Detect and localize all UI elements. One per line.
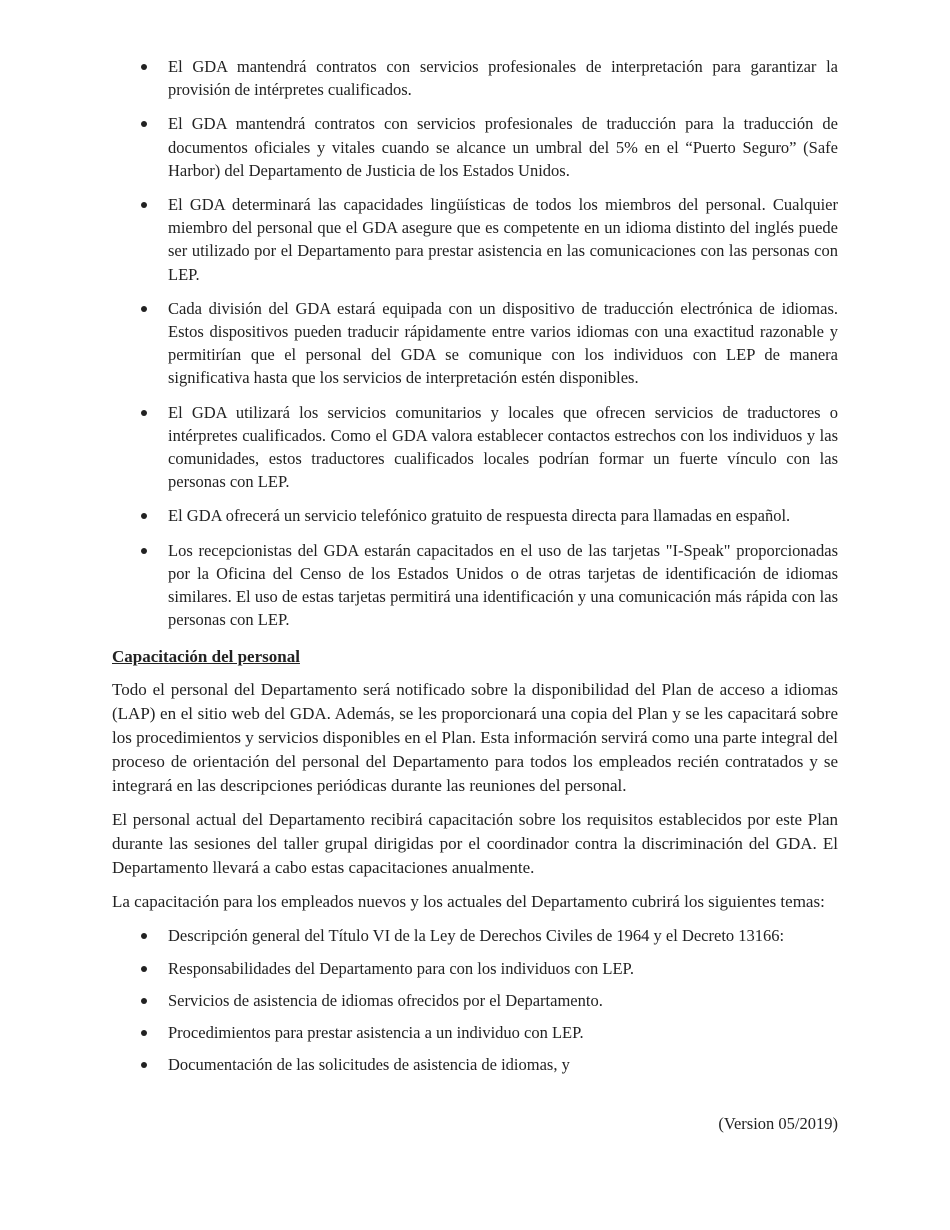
list-item — [112, 989, 838, 1012]
list-item-text: El GDA mantendrá contratos con servicios profesionales de traducción para la traducción de documentos oficiales y vitales cuando se alcance un umbral del 5% en el “Puerto Seguro” (Safe Harbor) del Departamento de Justicia de los Estados Unidos. — [168, 114, 838, 180]
bullet-icon — [141, 998, 147, 1004]
list-item — [112, 924, 838, 947]
list-item-text: Documentación de las solicitudes de asistencia de idiomas, y — [168, 1055, 570, 1075]
bullet-icon — [141, 548, 147, 554]
paragraph: El personal actual del Departamento recibirá capacitación sobre los requisitos establecidos por este Plan durante las sesiones del taller grupal dirigidas por el coordinador contra la discriminación del GDA. El Departamento llevará a cabo estas capacitaciones anualmente. — [112, 810, 838, 878]
list-item — [112, 401, 838, 494]
paragraph: La capacitación para los empleados nuevos y los actuales del Departamento cubrirá los siguientes temas: — [112, 892, 825, 912]
training-topics-list — [112, 924, 838, 1076]
list-item — [112, 504, 838, 527]
list-item-text: El GDA utilizará los servicios comunitarios y locales que ofrecen servicios de traductores o intérpretes cualificados. Como el GDA valora establecer contactos estrechos con los individuos y las comunidades, estos traductores cualificados locales podrían formar un fuerte vínculo con las personas con LEP. — [168, 402, 838, 492]
list-item — [112, 539, 838, 632]
bullet-icon — [141, 513, 147, 519]
list-item-text: Los recepcionistas del GDA estarán capacitados en el uso de las tarjetas "I-Speak" proporcionadas por la Oficina del Censo de los Estados Unidos o de otras tarjetas de identificación de idiomas similares. El uso de estas tarjetas permitirá una identificación y una comunicación más rápida con las personas con LEP. — [168, 540, 838, 630]
bullet-icon — [141, 410, 147, 416]
section-heading: Capacitación del personal — [112, 647, 300, 667]
list-item — [112, 55, 838, 101]
bullet-icon — [141, 121, 147, 127]
bullet-icon — [141, 306, 147, 312]
list-item-text: Servicios de asistencia de idiomas ofrecidos por el Departamento. — [168, 990, 603, 1010]
document-page — [112, 55, 838, 1085]
list-item — [112, 112, 838, 182]
list-item — [112, 1053, 838, 1076]
list-item — [112, 1021, 838, 1044]
list-item-text: Cada división del GDA estará equipada con un dispositivo de traducción electrónica de idiomas. Estos dispositivos pueden traducir rápidamente entre varios idiomas con una exactitud razonable y permitirían que el personal del GDA se comunique con los individuos con LEP de manera significativa hasta que los servicios de interpretación estén disponibles. — [168, 298, 838, 388]
list-item-text: El GDA ofrecerá un servicio telefónico gratuito de respuesta directa para llamadas en español. — [168, 506, 791, 526]
list-item-text: El GDA determinará las capacidades lingüísticas de todos los miembros del personal. Cualquier miembro del personal que el GDA asegure que es competente en un idioma distinto del inglés puede ser utilizado por el Departamento para prestar asistencia en las comunicaciones con las personas con LEP. — [168, 195, 838, 284]
list-item — [112, 193, 838, 286]
bullet-icon — [141, 933, 147, 939]
language-services-list — [112, 55, 838, 631]
version-footer: (Version 05/2019) — [718, 1114, 838, 1133]
list-item-text: Descripción general del Título VI de la Ley de Derechos Civiles de 1964 y el Decreto 13166: — [168, 926, 785, 946]
list-item-text: Procedimientos para prestar asistencia a un individuo con LEP. — [168, 1023, 584, 1043]
bullet-icon — [141, 202, 147, 208]
list-item-text: Responsabilidades del Departamento para con los individuos con LEP. — [168, 958, 635, 978]
bullet-icon — [141, 966, 147, 972]
bullet-icon — [141, 64, 147, 70]
list-item — [112, 297, 838, 390]
bullet-icon — [141, 1030, 147, 1036]
list-item — [112, 957, 838, 980]
bullet-icon — [141, 1062, 147, 1068]
list-item-text: El GDA mantendrá contratos con servicios profesionales de interpretación para garantizar la provisión de intérpretes cualificados. — [168, 57, 838, 100]
paragraph: Todo el personal del Departamento será notificado sobre la disponibilidad del Plan de acceso a idiomas (LAP) en el sitio web del GDA. Además, se les proporcionará una copia del Plan y se les capacitará sobre los procedimientos y servicios disponibles en el Plan. Esta información servirá como una parte integral del proceso de orientación del personal del Departamento para todos los empleados recién contratados y se integrará en las descripciones periódicas durante las reuniones del personal. — [112, 680, 838, 796]
